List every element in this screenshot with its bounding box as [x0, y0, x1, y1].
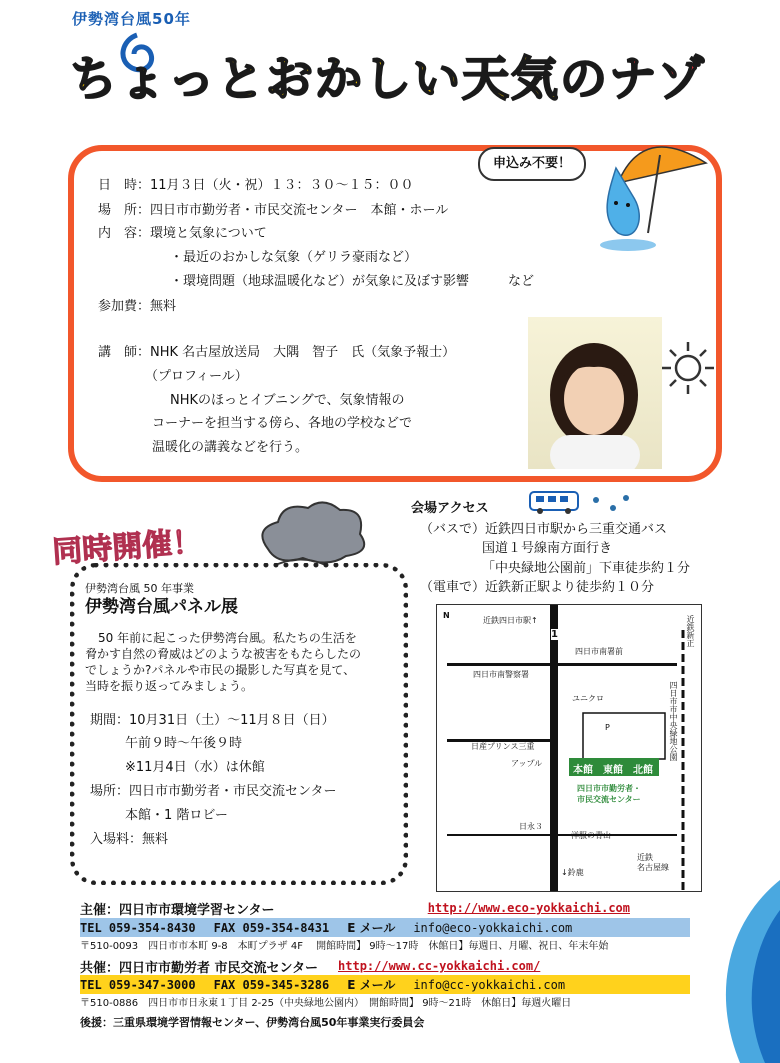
- map-label: ユニクロ: [572, 694, 604, 703]
- cohost-url-link[interactable]: http://www.cc-yokkaichi.com/: [338, 959, 541, 973]
- panel-description: 当時を振り返ってみましょう。: [85, 679, 254, 693]
- access-bus: 国道１号線南方面行き: [482, 541, 613, 556]
- title-main: ちょっとおかしい天気の: [70, 52, 609, 107]
- panel-org: 伊勢湾台風 50 年事業: [85, 582, 194, 595]
- profile-text: 温暖化の講義などを行う。: [152, 440, 309, 455]
- cohost-email-link[interactable]: info@cc-yokkaichi.com: [413, 977, 566, 992]
- map-label: 名古屋線: [637, 863, 669, 872]
- event-date: 日 時：11月３日（火・祝）１３：３０～１５：００: [98, 178, 414, 193]
- host-url-link[interactable]: http://www.eco-yokkaichi.com: [427, 901, 630, 915]
- host-name: 主催：四日市市環境学習センター: [80, 902, 275, 918]
- host-email-label: E メール: [347, 921, 396, 935]
- access-bus: （バスで）近鉄四日市駅から三重交通バス: [420, 522, 668, 537]
- lecturer-photo: [528, 317, 662, 469]
- event-place: 場 所：四日市市勤労者・市民交流センター 本館・ホール: [98, 203, 449, 218]
- storm-cloud-icon: [248, 494, 378, 574]
- cohost-fax: FAX 059-345-3286: [213, 977, 330, 992]
- map-label: 近鉄新正: [686, 615, 695, 647]
- profile-text: NHKのほっとイブニングで、気象情報の: [170, 393, 405, 408]
- cohost-tel: TEL 059-347-3000: [80, 977, 196, 992]
- map-label: 日永３: [519, 822, 543, 831]
- panel-closed: ※11月4日（水）は休館: [125, 760, 265, 775]
- event-lecturer: 講 師：NHK 名古屋放送局 大隅 智子 氏（気象予報士）: [98, 345, 456, 360]
- map-label: 日産プリンス三重: [471, 742, 535, 751]
- host-email-link[interactable]: info@eco-yokkaichi.com: [413, 920, 573, 935]
- footer: [80, 898, 720, 1030]
- map-label: 四日市南警察署: [473, 670, 529, 679]
- panel-fee: 入場料：無料: [90, 832, 169, 847]
- host-tel: TEL 059-354-8430: [80, 920, 196, 935]
- profile-label: （プロフィール）: [145, 369, 248, 384]
- map-label: 四日市市勤労者・: [577, 784, 641, 793]
- map-building-label: 本館: [573, 765, 593, 776]
- support-orgs: 後援：三重県環境学習情報センター、伊勢湾台風50年事業実行委員会: [80, 1016, 425, 1029]
- umbrella-raindrop-icon: [588, 123, 708, 253]
- event-content: 内 容：環境と気象について: [98, 226, 267, 241]
- panel-hours: 午前９時～午後９時: [125, 736, 243, 751]
- cohost-address: 〒510-0886 四日市市日永東１丁目 2-25（中央緑地公園内） 開館時間】 9時～21時 休館日】毎週火曜日: [80, 998, 572, 1009]
- event-fee: 参加費：無料: [98, 299, 177, 314]
- concurrent-heading: 同時開催！: [51, 524, 204, 571]
- bus-icon: [528, 490, 634, 516]
- panel-period: 期間：10月31日（土）～11月８日（日）: [90, 713, 335, 728]
- access-map: [436, 604, 702, 892]
- parking-icon: P: [605, 723, 610, 732]
- cohost-email-label: E メール: [347, 978, 396, 992]
- map-label: 近鉄四日市駅↑: [483, 616, 538, 625]
- access-heading: 会場アクセス: [411, 501, 489, 516]
- map-label: 近鉄: [637, 853, 653, 862]
- event-content-item: ・最近のおかしな気象（ゲリラ豪雨など）: [170, 250, 418, 265]
- map-label: 四日市市中央緑地公園: [669, 681, 678, 761]
- map-building-label: 北館: [633, 765, 653, 776]
- north-arrow-icon: N: [443, 611, 450, 620]
- event-content-item: ・環境問題（地球温暖化など）が気象に及ぼす影響 など: [170, 274, 535, 289]
- map-route-label: 1: [551, 629, 558, 640]
- access-train: （電車で）近鉄新正駅より徒歩約１０分: [420, 580, 655, 595]
- map-building-label: 東館: [603, 765, 623, 776]
- no-application-badge: 申込み不要！: [478, 147, 586, 181]
- panel-description: 脅かす自然の脅威はどのような被害をもたらしたの: [85, 647, 362, 661]
- host-address: 〒510-0093 四日市市本町 9-8 本町プラザ 4F 開館時間】 9時～17時 休館日】毎週日、月曜、祝日、年末年始: [80, 941, 609, 952]
- map-label: アップル: [511, 759, 543, 768]
- access-bus: 「中央緑地公園前」下車徒歩約１分: [482, 561, 691, 576]
- profile-text: コーナーを担当する傍ら、各地の学校などで: [152, 416, 413, 431]
- page-title: [70, 42, 707, 109]
- series-logo: 伊勢湾台風50年: [72, 10, 191, 28]
- sun-icon: [658, 338, 718, 398]
- panel-venue: 本館・1 階ロビー: [125, 808, 228, 823]
- map-label: 洋服の青山: [571, 831, 611, 840]
- title-accent: ナゾ: [609, 52, 707, 107]
- panel-description: でしょうか?パネルや市民の撮影した写真を見て、: [85, 663, 356, 677]
- cohost-name: 共催：四日市市勤労者 市民交流センター: [80, 960, 319, 976]
- panel-venue: 場所：四日市市勤労者・市民交流センター: [90, 784, 337, 799]
- map-label: 四日市南署前: [575, 647, 623, 656]
- map-label: ↓鈴鹿: [561, 868, 584, 877]
- panel-description: 50 年前に起こった伊勢湾台風。私たちの生活を: [98, 631, 357, 645]
- host-fax: FAX 059-354-8431: [213, 920, 330, 935]
- panel-title: 伊勢湾台風パネル展: [85, 597, 238, 617]
- map-label: 市民交流センター: [577, 795, 641, 804]
